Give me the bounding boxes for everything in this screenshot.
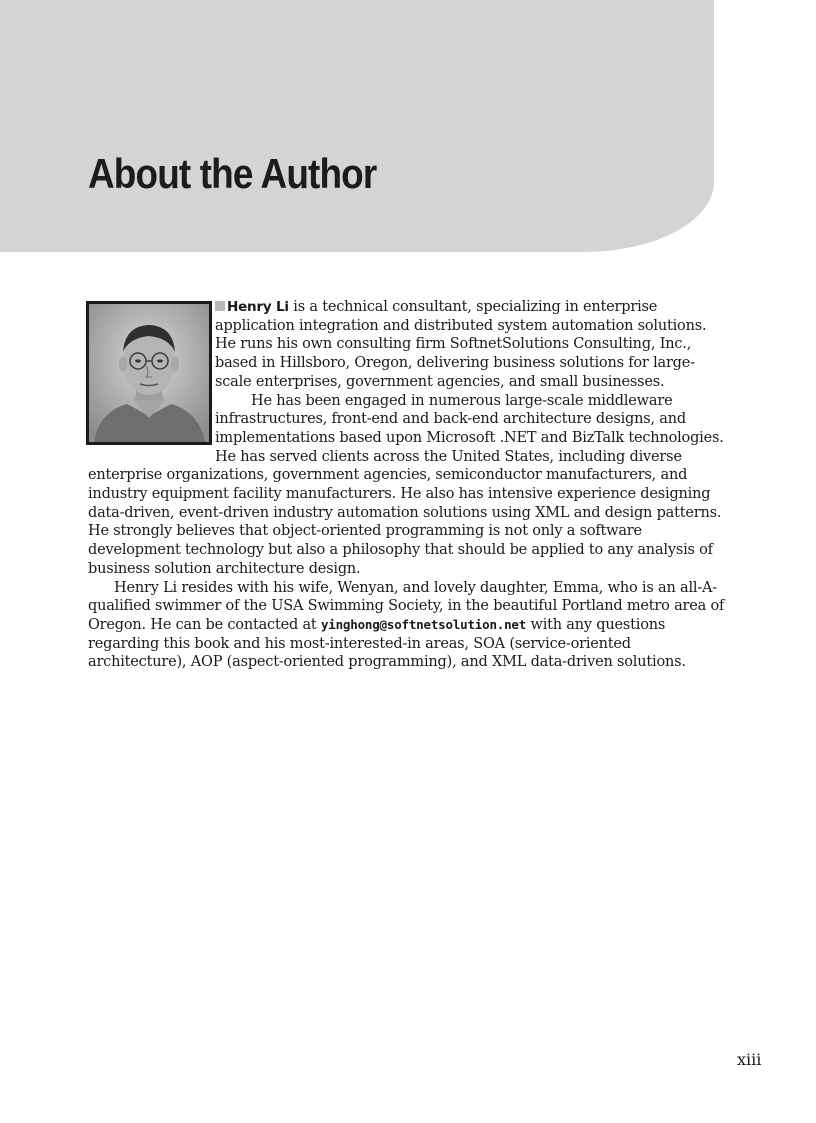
- page-number: xiii: [737, 1050, 762, 1069]
- bio-paragraph-2: He has been engaged in numerous large-scale middleware infrastructures, front-end and back-end architecture designs, and implementations based upon Microsoft .NET and BizTalk technologies. He has served clients across the United States, including diverse enterprise organizations, government agencies, semiconductor manufacturers, and industry equipment facility manufacturers. He also has intensive experience designing data-driven, event-driven industry automation solutions using XML and design patterns. He strongly believes that object-oriented programming is not only a software development technology but also a philosophy that should be applied to any analysis of business solution architecture design.: [88, 392, 724, 577]
- bio-paragraph-3-text-start: Henry Li resides with his wife, Wenyan, and lovely daughter, Emma, who is an all-A-qualified swimmer of the USA Swimming Society, in the beautiful Portland metro area of Oregon. He can be contacted at: [88, 579, 725, 633]
- bio-paragraph-1-text: is a technical consultant, specializing in enterprise application integration and distributed system automation solutions. He runs his own consulting firm SoftnetSolutions Consulting, Inc., based in Hillsboro, Oregon, delivering business solutions for large-scale enterprises, government agencies, and small businesses.: [215, 299, 707, 390]
- photo-text-wrap-spacer: [88, 298, 213, 466]
- paragraph-marker-icon: [215, 301, 225, 311]
- author-bio: [88, 298, 730, 672]
- chapter-header-band: [0, 0, 714, 252]
- chapter-title: About the Author: [88, 150, 377, 197]
- author-email: yinghong@softnetsolution.net: [320, 616, 527, 632]
- author-name: Henry Li: [227, 299, 289, 315]
- bio-paragraph-3: [88, 579, 730, 673]
- bio-paragraph-3-text-end: with any questions regarding this book and his most-interested-in areas, SOA (service-oriented architecture), AOP (aspect-oriented programming), and XML data-driven solutions.: [88, 616, 686, 671]
